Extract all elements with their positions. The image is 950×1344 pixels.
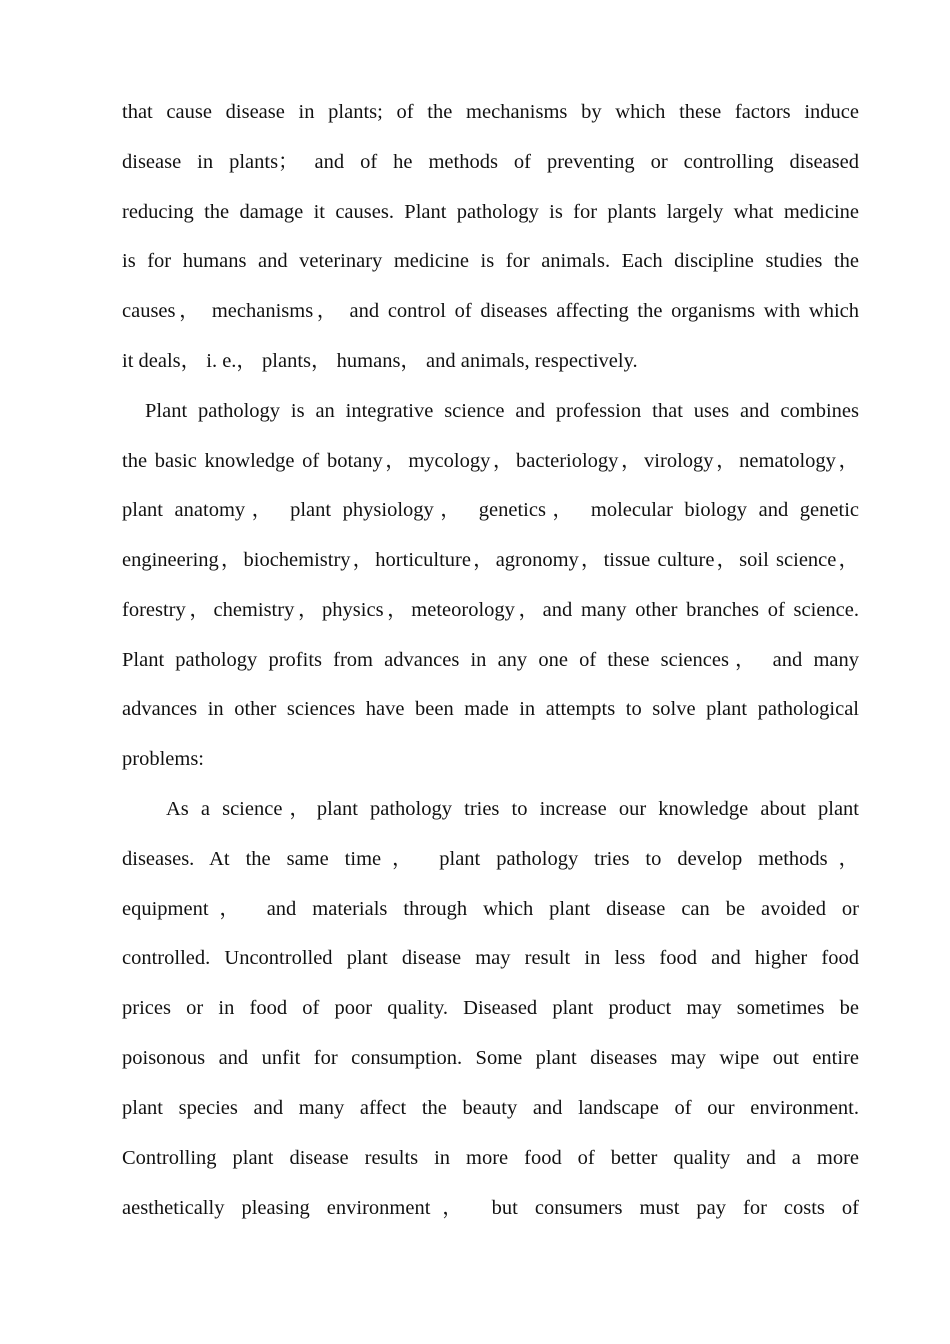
text-line: aesthetically pleasing environment， but consumers must pay for costs of [122,1197,859,1219]
text-line: equipment， and materials through which plant disease can be avoided or [122,898,859,920]
text-line: advances in other sciences have been made in attempts to solve plant pathological [122,698,859,720]
text-line: Controlling plant disease results in more food of better quality and a more [122,1147,859,1169]
text-line: problems: [122,748,204,770]
text-line: reducing the damage it causes. Plant pathology is for plants largely what medicine [122,201,859,223]
text-line: As a science，plant pathology tries to increase our knowledge about plant [166,798,859,820]
text-line: plant species and many affect the beauty and landscape of our environment. [122,1097,859,1119]
text-line: causes， mechanisms， and control of diseases affecting the organisms with which [122,300,859,322]
text-line: Plant pathology profits from advances in any one of these sciences， and many [122,649,859,671]
text-line: the basic knowledge of botany，mycology，bacteriology，virology，nematology， [122,450,859,472]
text-line: Plant pathology is an integrative science and profession that uses and combines [145,400,859,422]
text-line: controlled. Uncontrolled plant disease may result in less food and higher food [122,947,859,969]
text-line: prices or in food of poor quality. Diseased plant product may sometimes be [122,997,859,1019]
text-line: is for humans and veterinary medicine is for animals. Each discipline studies the [122,250,859,272]
text-line: it deals， i. e.， plants， humans， and animals, respectively. [122,350,638,372]
text-line: disease in plants； and of he methods of preventing or controlling diseased [122,151,859,173]
text-line: poisonous and unfit for consumption. Some plant diseases may wipe out entire [122,1047,859,1069]
text-line: plant anatomy， plant physiology， genetics， molecular biology and genetic [122,499,859,521]
text-line: engineering，biochemistry，horticulture，agronomy，tissue culture，soil science， [122,549,859,571]
text-line: forestry，chemistry，physics，meteorology，and many other branches of science. [122,599,859,621]
text-line: diseases. At the same time， plant pathology tries to develop methods， [122,848,859,870]
text-line: that cause disease in plants; of the mechanisms by which these factors induce [122,101,859,123]
